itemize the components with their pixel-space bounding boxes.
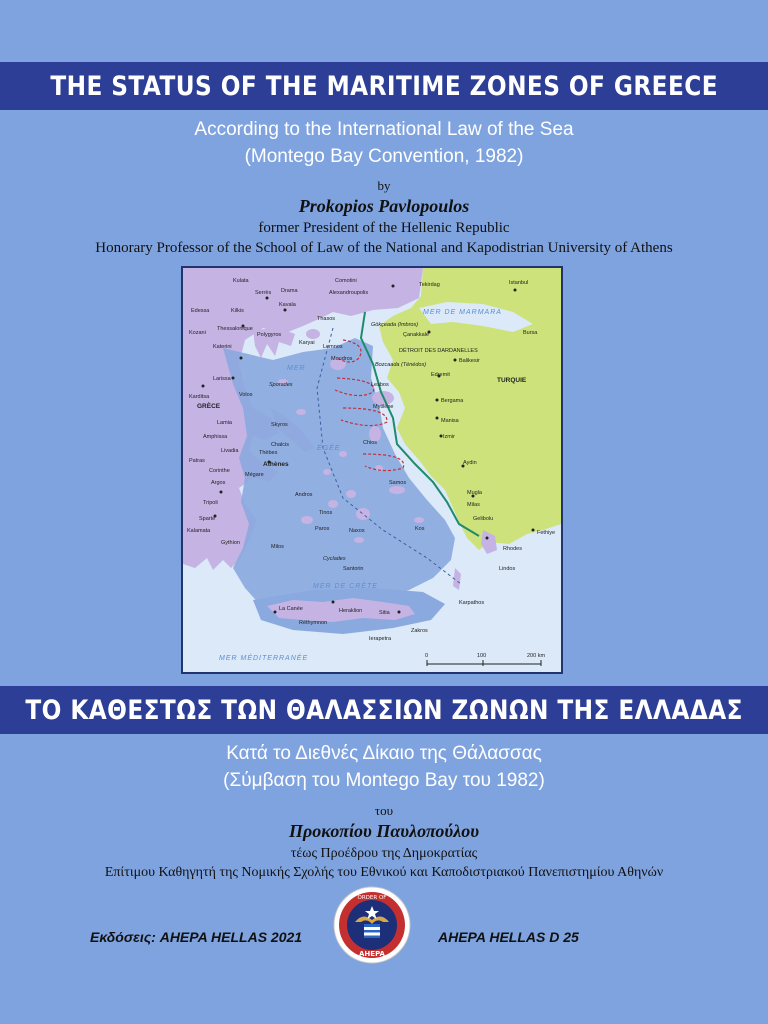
english-role2: Honorary Professor of the School of Law of the National and Kapodistrian University of Athens: [95, 240, 673, 256]
map-label-thessalonique: Thessalonique: [217, 326, 253, 332]
map-label-kulata: Kulata: [233, 278, 249, 284]
english-title: THE STATUS OF THE MARITIME ZONES OF GREECE: [50, 70, 718, 102]
map-label-thasos: Thasos: [317, 316, 336, 322]
map-label-fethiye: Fethiye: [537, 530, 556, 536]
map-label-edessa: Edessa: [191, 308, 210, 314]
aegean-map: [181, 266, 563, 674]
map-label-rhodes: Rhodes: [503, 546, 522, 552]
ahepa-emblem-logo: [333, 886, 411, 964]
map-label-santorin: Santorin: [343, 566, 364, 572]
map-label-canakkale: Çanakkale: [403, 332, 429, 338]
map-label-drama: Drama: [281, 288, 298, 294]
map-label-mugla: Mugla: [467, 490, 482, 496]
map-label-katerini: Katerini: [213, 344, 232, 350]
map-label-volos: Volos: [239, 392, 253, 398]
map-label-tinos: Tinos: [319, 510, 333, 516]
map-label-lindos: Lindos: [499, 566, 516, 572]
map-label-karditsa: Karditsa: [189, 394, 210, 400]
scale-label-100: 100: [477, 653, 487, 659]
english-title-band: [0, 62, 768, 110]
map-label-edremit: Edremit: [431, 372, 450, 378]
map-label-kozani: Kozani: [189, 330, 206, 336]
map-label-larissa: Larissa: [213, 376, 231, 382]
map-label-manisa: Manisa: [441, 418, 459, 424]
map-label-tripoli: Tripoli: [203, 500, 218, 506]
map-label-karpathos: Karpathos: [459, 600, 485, 606]
map-label-lemnos: Lemnos: [323, 344, 343, 350]
english-by: by: [377, 178, 391, 193]
map-label-alexandroupolis: Alexandroupolis: [329, 290, 369, 296]
map-label-sparte: Sparte: [199, 516, 216, 522]
map-label-zakros: Zakros: [411, 628, 428, 634]
map-label-sea-med: MER MÉDITERRANÉE: [219, 655, 309, 662]
map-label-patras: Patras: [189, 458, 205, 464]
greek-author: Προκοπίου Παυλοπούλου: [288, 821, 480, 841]
map-label-lesbos: Lesbos: [371, 382, 389, 388]
publisher-text: Εκδόσεις: AHEPA HELLAS 2021: [90, 929, 303, 945]
map-label-aydin: Aydin: [463, 460, 477, 466]
map-label-kalamata: Kalamata: [187, 528, 211, 534]
map-label-karyai: Karyai: [299, 340, 315, 346]
map-label-sea-marmara: MER DE MARMARA: [423, 309, 502, 316]
map-label-sporades: Sporades: [269, 382, 293, 388]
map-label-sea-crete: MER DE CRÈTE: [313, 583, 378, 590]
map-label-polygyros: Polygyros: [257, 332, 282, 338]
map-label-istanbul: Istanbul: [509, 280, 529, 286]
map-label-tenedos: Bozcaada (Ténédos): [375, 362, 427, 368]
map-label-turkey: TURQUIE: [497, 377, 527, 384]
map-label-skyros: Skyros: [271, 422, 288, 428]
map-label-kilkis: Kilkis: [231, 308, 244, 314]
map-label-imbros: Gökçeada (Imbros): [371, 322, 419, 328]
english-subtitle-line1: According to the International Law of the Sea: [194, 119, 574, 140]
scale-label-200: 200 km: [527, 653, 546, 659]
english-subtitle-line2: (Montego Bay Convention, 1982): [244, 146, 524, 167]
greek-role1: τέως Προέδρου της Δημοκρατίας: [290, 846, 478, 861]
map-label-paros: Paros: [315, 526, 330, 532]
map-label-thebes: Thèbes: [259, 450, 278, 456]
map-label-tekirdag: Tekirdag: [419, 282, 440, 288]
emblem-top-text: ORDER OF: [357, 895, 387, 901]
map-label-la-canee: La Canée: [279, 606, 303, 612]
map-label-corinthe: Corinthe: [209, 468, 230, 474]
english-author: Prokopios Pavlopoulos: [298, 196, 470, 216]
english-role1: former President of the Hellenic Republic: [258, 220, 510, 236]
map-label-bergama: Bergama: [441, 398, 464, 404]
map-label-rethymnon: Réthymnon: [299, 620, 328, 626]
greek-title: ΤΟ ΚΑΘΕΣΤΩΣ ΤΩΝ ΘΑΛΑΣΣΙΩΝ ΖΩΝΩΝ ΤΗΣ ΕΛΛΑΔΑΣ: [25, 694, 743, 726]
map-label-heraklion: Heraklion: [339, 608, 363, 614]
map-label-izmir: Izmir: [443, 434, 455, 440]
map-label-sea-aegee: MER: [287, 365, 306, 372]
map-label-sea-aegee2: ÉGÉE: [317, 445, 341, 452]
map-label-greece: GRÈCE: [197, 403, 221, 410]
map-label-naxos: Naxos: [349, 528, 365, 534]
map-label-milas: Milas: [467, 502, 480, 508]
map-label-mytilene: Mytilène: [373, 404, 394, 410]
map-label-detroit: DÉTROIT DES DARDANELLES: [399, 348, 478, 354]
map-label-balikesir: Balikesir: [459, 358, 480, 364]
map-label-megare: Mégare: [245, 472, 264, 478]
greek-subtitle-line2: (Σύμβαση του Montego Bay του 1982): [223, 770, 545, 791]
map-label-gelibolu: Gelibolu: [473, 516, 494, 522]
map-label-cyclades: Cyclades: [323, 556, 346, 562]
scale-label-0: 0: [425, 653, 429, 659]
map-label-chalcis: Chalcis: [271, 442, 290, 448]
map-label-argos: Argos: [211, 480, 226, 486]
map-label-moudros: Moudros: [331, 356, 353, 362]
map-label-chios: Chios: [363, 440, 378, 446]
map-label-livadia: Livadia: [221, 448, 239, 454]
map-label-gythion: Gythion: [221, 540, 240, 546]
map-label-amphissa: Amphissa: [203, 434, 228, 440]
greek-subtitle-line1: Κατά το Διεθνές Δίκαιο της Θάλασσας: [226, 743, 542, 764]
map-label-kos: Kos: [415, 526, 425, 532]
map-label-komotini: Comotini: [335, 278, 357, 284]
map-label-serres: Serrès: [255, 290, 272, 296]
greek-title-band: [0, 686, 768, 734]
map-label-sitia: Sitia: [379, 610, 390, 616]
map-label-andros: Andros: [295, 492, 313, 498]
publication-code: AHEPA HELLAS D 25: [438, 929, 579, 945]
greek-by: του: [374, 803, 394, 818]
map-label-milos: Milos: [271, 544, 284, 550]
map-label-kavala: Kavala: [279, 302, 296, 308]
map-label-ierapetra: Ierapetra: [369, 636, 392, 642]
map-label-samos: Samos: [389, 480, 407, 486]
greek-role2: Επίτιμου Καθηγητή της Νομικής Σχολής του Εθνικού και Καποδιστριακού Πανεπιστημίου Αθηνών: [104, 865, 664, 880]
map-label-bursa: Bursa: [523, 330, 538, 336]
emblem-bottom-text: AHEPA: [359, 950, 385, 958]
map-label-athenes: Athènes: [263, 461, 289, 468]
map-label-lamia: Lamia: [217, 420, 232, 426]
